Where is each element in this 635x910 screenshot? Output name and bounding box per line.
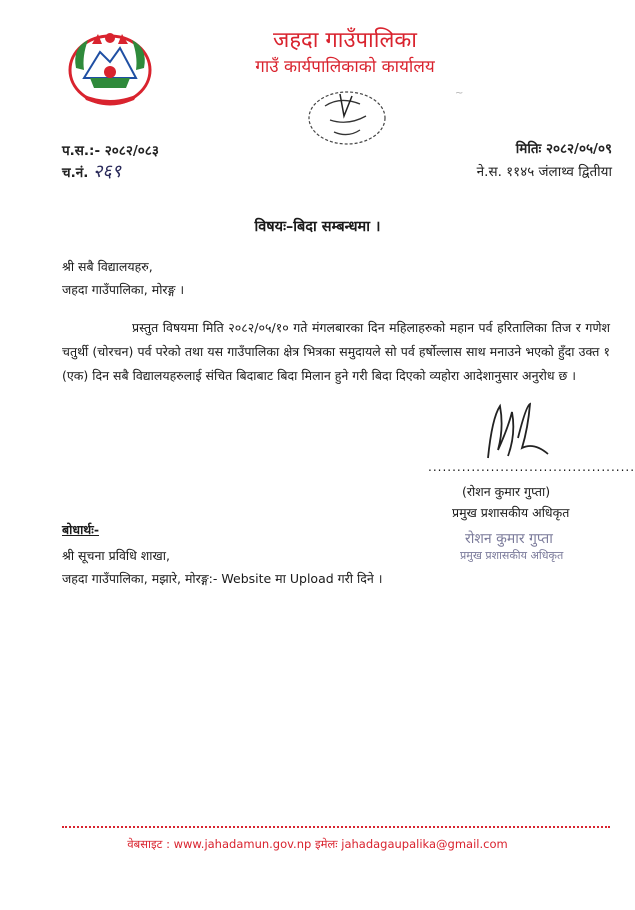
signatory-title: प्रमुख प्रशासकीय अधिकृत bbox=[452, 505, 570, 520]
letter-date bbox=[460, 140, 612, 158]
nepal-emblem-icon bbox=[62, 28, 158, 108]
letter-body bbox=[62, 316, 610, 388]
cc-label: बोधार्थः- bbox=[62, 522, 100, 537]
chalani-number bbox=[62, 163, 121, 182]
footer-contact: वेबसाइट : www.jahadamun.gov.np इमेलः jahadagaupalika@gmail.com bbox=[127, 837, 508, 851]
letter-subject: विषयः–बिदा सम्बन्धमा । bbox=[254, 219, 381, 235]
patra-sankhya bbox=[62, 142, 159, 160]
signature-icon bbox=[478, 398, 558, 468]
cn-value: २६९ bbox=[93, 161, 122, 182]
addressee-line-2: जहदा गाउँपालिका, मोरङ्ग । bbox=[62, 282, 185, 297]
footer-divider bbox=[62, 826, 610, 828]
cc-line-1: श्री सूचना प्रविधि शाखा, bbox=[62, 548, 170, 563]
addressee-line-1: श्री सबै विद्यालयहरु, bbox=[62, 259, 153, 274]
ps-value: २०८२/०८३ bbox=[104, 143, 159, 159]
cc-line-2: जहदा गाउँपालिका, मझारे, मोरङ्ग:- Website मा Upload गरी दिने । bbox=[62, 571, 383, 586]
body-paragraph: प्रस्तुत विषयमा मिति २०८२/०५/१० गते मंगलबारका दिन महिलाहरुको महान पर्व हरितालिका तिज र गणेश चतुर्थी (चोरचन) पर्व परेको तथा यस गाउँपालिका क्षेत्र भित्रका समुदायले सो पर्व हर्षोल्लास साथ मनाउने भएको हुँदा उक्त १ (एक) दिन सबै विद्यालयहरुलाई संचित बिदाबाट बिदा मिलान हुने गरी बिदा दिएको व्यहोरा आदेशानुसार अनुरोध छ । bbox=[62, 320, 610, 383]
cn-label: च.नं. bbox=[62, 165, 89, 181]
office-subtitle: गाउँ कार्यपालिकाको कार्यालय bbox=[255, 57, 435, 77]
signatory-name: (रोशन कुमार गुप्ता) bbox=[462, 484, 551, 499]
mark-icon: ~ bbox=[455, 88, 464, 99]
date-value: २०८२/०५/०९ bbox=[545, 141, 612, 157]
office-name: जहदा गाउँपालिका bbox=[273, 28, 417, 53]
signature-line: ........................................... bbox=[428, 460, 635, 474]
date-label: मितिः bbox=[515, 141, 542, 157]
stamp-title: प्रमुख प्रशासकीय अधिकृत bbox=[460, 549, 564, 562]
office-seal-icon bbox=[300, 86, 395, 150]
ps-label: प.स.:- bbox=[62, 143, 101, 159]
nepal-sambat-date: ने.स. ११४५ जंलाथ्व द्वितीया bbox=[476, 164, 612, 180]
official-stamp-icon: रोशन कुमार गुप्ता bbox=[465, 531, 553, 547]
